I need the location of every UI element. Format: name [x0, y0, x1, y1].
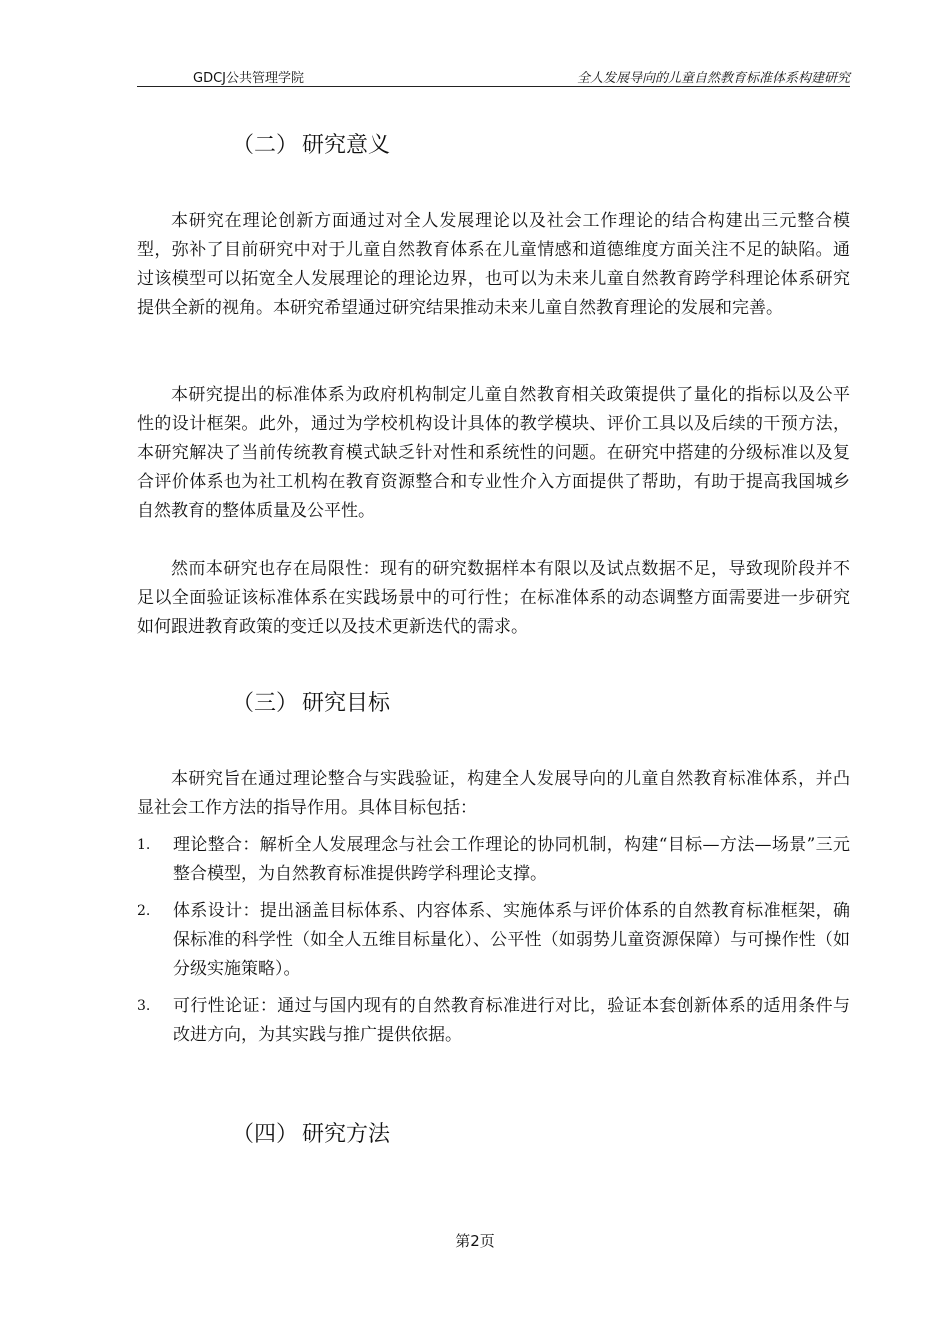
goals-intro-paragraph: 本研究旨在通过理论整合与实践验证，构建全人发展导向的儿童自然教育标准体系，并凸显社会工作方法的指导作用。具体目标包括：	[137, 769, 850, 818]
section-number: （四）	[232, 1122, 299, 1147]
section-title: 研究意义	[302, 133, 391, 158]
goal-number: 3.	[137, 998, 151, 1014]
goal-item	[137, 992, 850, 1050]
goal-text: 可行性论证：通过与国内现有的自然教育标准进行对比，验证本套创新体系的适用条件与改进方向，为其实践与推广提供依据。	[173, 996, 850, 1045]
section-heading-goals	[232, 686, 390, 717]
goal-item	[137, 897, 850, 984]
section-heading-methods	[232, 1117, 390, 1148]
goal-text: 理论整合：解析全人发展理念与社会工作理论的协同机制，构建“目标—方法—场景”三元整合模型，为自然教育标准提供跨学科理论支撑。	[173, 835, 850, 884]
section-number: （三）	[232, 691, 299, 716]
goal-item	[137, 831, 850, 889]
header-institution: GDCJ公共管理学院	[193, 71, 304, 86]
goal-number: 2.	[137, 903, 151, 919]
significance-paragraph-2: 本研究提出的标准体系为政府机构制定儿童自然教育相关政策提供了量化的指标以及公平性的设计框架。此外，通过为学校机构设计具体的教学模块、评价工具以及后续的干预方法，本研究解决了当前传统教育模式缺乏针对性和系统性的问题。在研究中搭建的分级标准以及复合评价体系也为社工机构在教育资源整合和专业性介入方面提供了帮助，有助于提高我国城乡自然教育的整体质量及公平性。	[137, 385, 850, 521]
section-title: 研究目标	[302, 691, 391, 716]
page-header	[137, 64, 850, 87]
section-title: 研究方法	[302, 1122, 391, 1147]
section-heading-significance	[232, 128, 390, 159]
goal-number: 1.	[137, 837, 151, 853]
goal-text: 体系设计：提出涵盖目标体系、内容体系、实施体系与评价体系的自然教育标准框架，确保标准的科学性（如全人五维目标量化）、公平性（如弱势儿童资源保障）与可操作性（如分级实施策略）。	[173, 901, 850, 979]
page-number: 第2页	[455, 1232, 495, 1250]
significance-paragraph-3: 然而本研究也存在局限性：现有的研究数据样本有限以及试点数据不足，导致现阶段并不足以全面验证该标准体系在实践场景中的可行性；在标准体系的动态调整方面需要进一步研究如何跟进教育政策的变迁以及技术更新迭代的需求。	[137, 559, 850, 637]
section-number: （二）	[232, 133, 299, 158]
significance-paragraph-1: 本研究在理论创新方面通过对全人发展理论以及社会工作理论的结合构建出三元整合模型，弥补了目前研究中对于儿童自然教育体系在儿童情感和道德维度方面关注不足的缺陷。通过该模型可以拓宽全人发展理论的理论边界，也可以为未来儿童自然教育跨学科理论体系研究提供全新的视角。本研究希望通过研究结果推动未来儿童自然教育理论的发展和完善。	[137, 211, 850, 318]
header-title: 全人发展导向的儿童自然教育标准体系构建研究	[576, 71, 850, 86]
